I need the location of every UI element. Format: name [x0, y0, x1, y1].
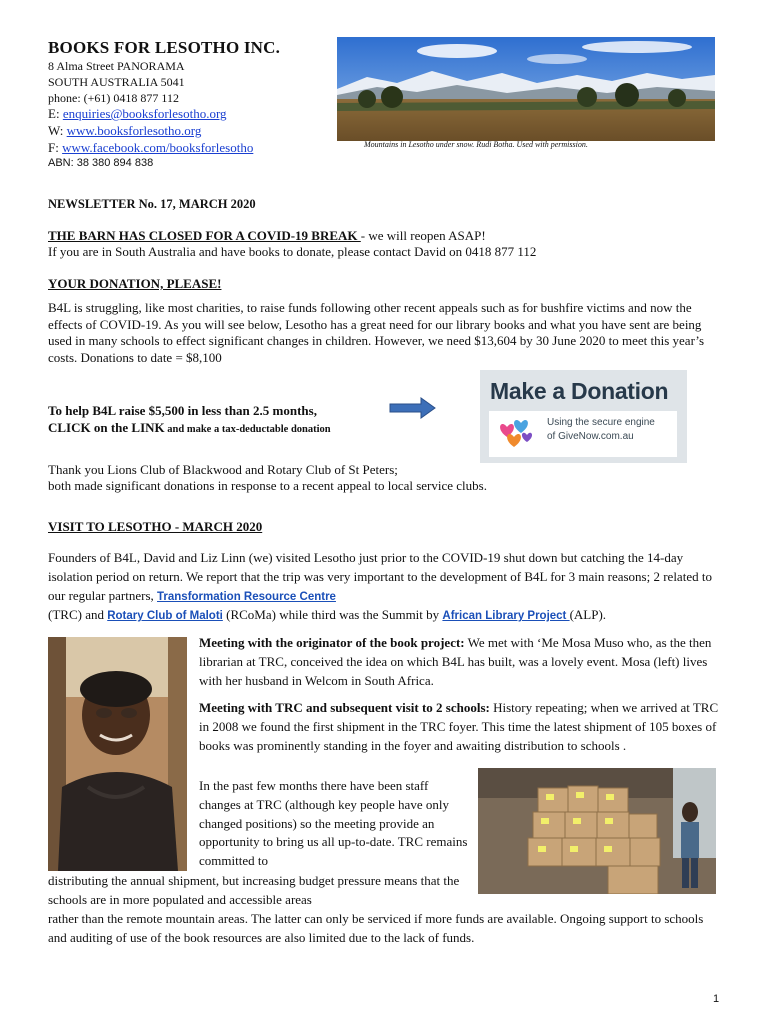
cta-line1: To help B4L raise $5,500 in less than 2.5 months,: [48, 403, 317, 418]
covid-line: If you are in South Australia and have books to donate, please contact David on 0418 877 112: [48, 244, 537, 259]
givenow-hearts-icon: [497, 415, 539, 458]
make-donation-button[interactable]: [480, 370, 687, 463]
link-trc[interactable]: Transformation Resource Centre: [157, 590, 336, 603]
visit-intro-c: (RCoMa) while third was the Summit by: [222, 607, 443, 623]
facebook-prefix: F:: [48, 140, 59, 155]
meeting-trc: [199, 699, 724, 755]
donate-subtext: [547, 416, 655, 444]
visit-intro-a: Founders of B4L, David and Liz Linn (we) visited Lesotho just prior to the COVID-19 shut down but catching the 14-day isolation period on return. We report that the trip was very important to the development of B4L for 3 main reasons; 2 related to our regular partners,: [48, 550, 712, 603]
email-link[interactable]: enquiries@booksforlesotho.org: [62, 106, 227, 121]
thanks-line1: Thank you Lions Club of Blackwood and Rotary Club of St Peters;: [48, 462, 398, 477]
donation-cta: [48, 402, 331, 438]
facebook-link[interactable]: www.facebook.com/booksforlesotho: [62, 140, 254, 155]
meeting-originator-heading: Meeting with the originator of the book project:: [199, 635, 465, 650]
hero-caption: Mountains in Lesotho under snow. Rudi Botha. Used with permission.: [364, 140, 588, 149]
cta-small: and make a tax-deductable donation: [164, 424, 331, 435]
donate-info-box: [489, 411, 677, 457]
covid-heading-tail: - we will reopen ASAP!: [360, 228, 486, 243]
web-prefix: W:: [48, 123, 64, 138]
covid-heading: THE BARN HAS CLOSED FOR A COVID-19 BREAK: [48, 228, 361, 243]
covid-notice: [48, 227, 728, 244]
org-facebook-line: [48, 140, 253, 155]
donate-sub2: of GiveNow.com.au: [547, 431, 634, 442]
email-prefix: E:: [48, 106, 60, 121]
photo-book-boxes: [478, 768, 716, 894]
org-name: BOOKS FOR LESOTHO INC.: [48, 38, 281, 57]
thanks-line2: both made significant donations in response to a recent appeal to local service clubs.: [48, 478, 487, 493]
meeting-trc-heading: Meeting with TRC and subsequent visit to 2 schools:: [199, 700, 490, 715]
visit-intro-b: (TRC) and: [48, 607, 108, 623]
visit-heading: VISIT TO LESOTHO - MARCH 2020: [48, 519, 263, 534]
donate-sub1: Using the secure engine: [547, 417, 655, 428]
donate-title: Make a Donation: [490, 378, 669, 404]
meeting-trc-body1: History repeating; when we arrived at TRC in 2008 we found the first shipment in the TRC foyer. This time the latest shipment of 105 boxes of books was prominently standing in the foyer and awaiting distribution to schools .: [199, 700, 719, 753]
org-phone: phone: (+61) 0418 877 112: [48, 91, 179, 105]
donation-heading: YOUR DONATION, PLEASE!: [48, 276, 222, 291]
cta-line2: CLICK on the LINK: [48, 420, 165, 435]
link-african-library-project[interactable]: African Library Project: [442, 610, 570, 623]
visit-intro-d: (ALP).: [569, 607, 607, 623]
org-abn: ABN: 38 380 894 838: [48, 157, 154, 169]
website-link[interactable]: www.booksforlesotho.org: [66, 123, 202, 138]
org-web-line: [48, 123, 201, 138]
visit-intro: [48, 549, 724, 626]
hero-photo-mountains: [337, 37, 715, 141]
link-rotary-maloti[interactable]: Rotary Club of Maloti: [107, 610, 223, 623]
photo-mosa-muso: [48, 637, 187, 871]
newsletter-title: NEWSLETTER No. 17, MARCH 2020: [48, 197, 256, 211]
meeting-trc-body3: distributing the annual shipment, but increasing budget pressure means that the schools are in more populated and accessible areas: [48, 873, 460, 907]
donation-body: B4L is struggling, like most charities, to raise funds following other recent appeals such as for bushfire victims and now the effects of COVID-19. As you will see below, Lesotho has a great need for our library books and what you have sent are being used in many schools to effect significant changes in children. However, we need $13,604 by 30 June 2020 to meet this year’s costs. Donations to date = $8,100: [48, 300, 705, 365]
org-city: SOUTH AUSTRALIA 5041: [48, 75, 185, 89]
meeting-originator-body: We met with ‘Me Mosa Muso who, as the then librarian at TRC, conceived the idea on which B4L has built, was a lovely event. Mosa (left) lives with her husband in Welcom in South Africa.: [199, 635, 712, 688]
org-email-line: [48, 106, 227, 121]
page-number: 1: [713, 993, 720, 1005]
meeting-originator: [199, 634, 724, 690]
meeting-trc-body4: rather than the remote mountain areas. The latter can only be serviced if more funds are available. Ongoing support to schools and auditing of use of the book resources are also limited due to the lack of funds.: [48, 911, 704, 945]
org-street: 8 Alma Street PANORAMA: [48, 59, 185, 73]
meeting-trc-body2: In the past few months there have been staff changes at TRC (although key people have only changed positions) so the meeting provide an opportunity to bring us all up-to-date. TRC remains committed to: [199, 778, 468, 869]
arrow-right-icon: [389, 397, 437, 424]
